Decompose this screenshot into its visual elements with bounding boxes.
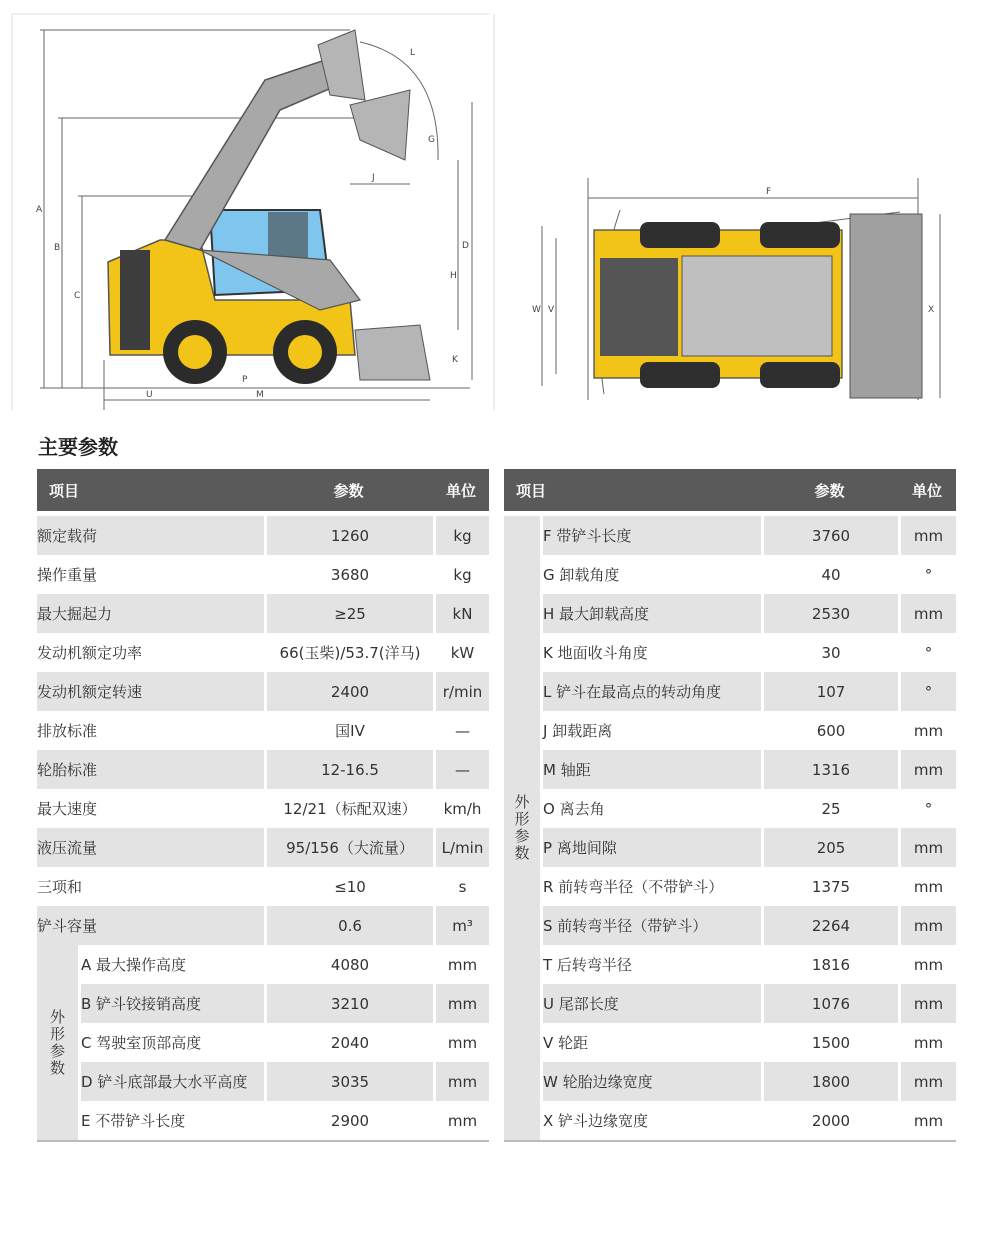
- table-bottom-rule: [504, 1140, 956, 1142]
- spec-value: 2264: [761, 906, 898, 945]
- dims-group-char: 数: [49, 1058, 65, 1077]
- spec-name: F 带铲斗长度: [540, 516, 761, 555]
- spec-table-left: [37, 469, 489, 1140]
- dim-label-b: B: [54, 243, 61, 253]
- header-unit: 单位: [898, 469, 956, 511]
- spec-unit: —: [433, 711, 489, 750]
- spec-value: 3210: [264, 984, 433, 1023]
- table-row: [37, 555, 489, 594]
- spec-unit: mm: [898, 945, 956, 984]
- table-row: [37, 828, 489, 867]
- dim-label-w: W: [532, 305, 541, 315]
- spec-name: M 轴距: [540, 750, 761, 789]
- table-row: [37, 867, 489, 906]
- spec-value: 2400: [264, 672, 433, 711]
- dim-label-f: F: [766, 187, 772, 197]
- spec-unit: °: [898, 633, 956, 672]
- dim-label-m: M: [256, 390, 264, 400]
- spec-name: P 离地间隙: [540, 828, 761, 867]
- spec-value: 12/21（标配双速）: [264, 789, 433, 828]
- spec-name: V 轮距: [540, 1023, 761, 1062]
- spec-name: 排放标准: [37, 722, 98, 740]
- table-row: [37, 1023, 489, 1062]
- top-view-diagram: [532, 178, 940, 400]
- spec-value: 66(玉柴)/53.7(洋马): [264, 633, 433, 672]
- spec-name: U 尾部长度: [540, 984, 761, 1023]
- spec-name: 额定载荷: [37, 516, 264, 555]
- spec-unit: L/min: [433, 828, 489, 867]
- table-row: [37, 984, 489, 1023]
- table-row: [504, 711, 956, 750]
- spec-name: 三项和: [37, 878, 83, 896]
- spec-value: 3035: [264, 1062, 433, 1101]
- table-row: [504, 789, 956, 828]
- dim-label-a: A: [36, 205, 43, 215]
- table-row: [37, 633, 489, 672]
- spec-value: 1816: [761, 945, 898, 984]
- spec-unit: mm: [898, 516, 956, 555]
- table-row: [504, 594, 956, 633]
- spec-name: 铲斗容量: [37, 906, 264, 945]
- spec-unit: m³: [433, 906, 489, 945]
- spec-unit: mm: [433, 1023, 489, 1062]
- spec-unit: mm: [898, 750, 956, 789]
- spec-name: D 铲斗底部最大水平高度: [78, 1062, 264, 1101]
- spec-unit: °: [898, 789, 956, 828]
- table-row: [37, 1062, 489, 1101]
- table-row: [504, 672, 956, 711]
- spec-name: G 卸载角度: [540, 555, 761, 594]
- spec-unit: r/min: [433, 672, 489, 711]
- header-param: 参数: [761, 469, 898, 511]
- table-row: [504, 945, 956, 984]
- table-row: [504, 1101, 956, 1140]
- spec-unit: kN: [433, 594, 489, 633]
- spec-name: B 铲斗铰接销高度: [78, 984, 264, 1023]
- table-row: [504, 1062, 956, 1101]
- spec-name: 液压流量: [37, 828, 264, 867]
- dim-label-h: H: [450, 271, 457, 281]
- spec-value: 95/156（大流量）: [264, 828, 433, 867]
- spec-name: X 铲斗边缘宽度: [540, 1101, 761, 1140]
- spec-name: A 最大操作高度: [78, 945, 264, 984]
- spec-value: 12-16.5: [264, 750, 433, 789]
- spec-name: C 驾驶室顶部高度: [78, 1023, 264, 1062]
- table-header: [504, 469, 956, 511]
- header-param: 参数: [264, 469, 433, 511]
- header-item: 项目: [37, 469, 264, 511]
- dim-label-v: V: [548, 305, 555, 315]
- dim-label-g: G: [428, 135, 435, 145]
- spec-value: 0.6: [264, 906, 433, 945]
- spec-value: 1260: [264, 516, 433, 555]
- table-row: [37, 906, 489, 945]
- spec-value: 107: [761, 672, 898, 711]
- dim-label-k: K: [452, 355, 458, 365]
- dims-group-char: 数: [514, 844, 530, 862]
- spec-value: 1500: [761, 1023, 898, 1062]
- dims-group-char: 参: [514, 827, 530, 845]
- spec-value: 25: [761, 789, 898, 828]
- spec-name: W 轮胎边缘宽度: [540, 1062, 761, 1101]
- spec-unit: mm: [898, 867, 956, 906]
- spec-value: 2530: [761, 594, 898, 633]
- spec-value: 4080: [264, 945, 433, 984]
- spec-unit: kg: [433, 516, 489, 555]
- spec-value: 2000: [761, 1101, 898, 1140]
- table-row: [504, 750, 956, 789]
- spec-value: 40: [761, 555, 898, 594]
- spec-unit: mm: [898, 984, 956, 1023]
- spec-value: 1076: [761, 984, 898, 1023]
- spec-value: ≤10: [264, 867, 433, 906]
- table-row: [504, 828, 956, 867]
- spec-unit: mm: [433, 984, 489, 1023]
- side-view-diagram: [12, 14, 494, 410]
- spec-unit: mm: [898, 594, 956, 633]
- machine-dimension-diagrams: [0, 0, 1000, 420]
- spec-value: 3760: [761, 516, 898, 555]
- spec-name: 发动机额定功率: [37, 644, 143, 662]
- dims-group-char: 外: [514, 793, 530, 811]
- spec-name: K 地面收斗角度: [540, 633, 761, 672]
- table-row: [37, 672, 489, 711]
- dim-label-l: L: [410, 48, 416, 58]
- spec-name: J 卸载距离: [540, 711, 761, 750]
- table-row: [37, 516, 489, 555]
- header-item: 项目: [504, 469, 761, 511]
- spec-name: E 不带铲斗长度: [78, 1101, 264, 1140]
- dims-group-char: 外: [49, 1007, 65, 1026]
- table-row: [504, 633, 956, 672]
- dim-label-c: C: [74, 291, 81, 301]
- table-row: [37, 789, 489, 828]
- spec-value: 600: [761, 711, 898, 750]
- table-row: [37, 945, 489, 984]
- spec-unit: mm: [898, 906, 956, 945]
- dim-label-x: X: [928, 305, 935, 315]
- spec-name: T 后转弯半径: [540, 945, 761, 984]
- dims-group-label: [37, 945, 78, 1140]
- dim-label-j: J: [372, 173, 375, 183]
- dim-label-u: U: [146, 390, 153, 400]
- dims-group-char: 形: [49, 1024, 65, 1043]
- table-row: [504, 555, 956, 594]
- spec-name: 最大掘起力: [37, 594, 264, 633]
- spec-unit: mm: [898, 711, 956, 750]
- spec-table-right: [504, 469, 956, 1140]
- spec-name: R 前转弯半径（不带铲斗）: [540, 867, 761, 906]
- dim-label-d: D: [462, 241, 469, 251]
- spec-value: 3680: [264, 555, 433, 594]
- spec-value: 1375: [761, 867, 898, 906]
- table-row: [504, 906, 956, 945]
- spec-unit: —: [433, 750, 489, 789]
- table-row: [504, 984, 956, 1023]
- spec-value: ≥25: [264, 594, 433, 633]
- spec-unit: mm: [898, 1062, 956, 1101]
- dim-label-p: P: [242, 375, 248, 385]
- spec-unit: km/h: [433, 789, 489, 828]
- spec-unit: °: [898, 672, 956, 711]
- spec-unit: mm: [433, 1101, 489, 1140]
- spec-unit: mm: [898, 1023, 956, 1062]
- dims-group-char: 形: [514, 810, 530, 828]
- table-bottom-rule: [37, 1140, 489, 1142]
- spec-name: 操作重量: [37, 566, 98, 584]
- table-row: [37, 750, 489, 789]
- spec-value: 30: [761, 633, 898, 672]
- table-row: [504, 516, 956, 555]
- spec-unit: mm: [898, 1101, 956, 1140]
- spec-unit: mm: [898, 828, 956, 867]
- spec-unit: s: [433, 867, 489, 906]
- spec-name: 轮胎标准: [37, 750, 264, 789]
- table-row: [37, 594, 489, 633]
- spec-unit: kg: [433, 555, 489, 594]
- section-title: 主要参数: [38, 435, 118, 459]
- spec-value: 2900: [264, 1101, 433, 1140]
- table-row: [504, 867, 956, 906]
- spec-name: O 离去角: [540, 789, 761, 828]
- spec-unit: mm: [433, 1062, 489, 1101]
- header-unit: 单位: [433, 469, 489, 511]
- spec-unit: °: [898, 555, 956, 594]
- spec-unit: kW: [433, 633, 489, 672]
- dims-group-label: [504, 516, 540, 1140]
- spec-name: S 前转弯半径（带铲斗）: [540, 906, 761, 945]
- table-row: [37, 1101, 489, 1140]
- spec-unit: mm: [433, 945, 489, 984]
- spec-name: H 最大卸载高度: [540, 594, 761, 633]
- spec-value: 国IV: [264, 711, 433, 750]
- spec-value: 2040: [264, 1023, 433, 1062]
- table-header: [37, 469, 489, 511]
- table-row: [504, 1023, 956, 1062]
- table-row: [37, 711, 489, 750]
- spec-name: 发动机额定转速: [37, 672, 264, 711]
- dims-group-char: 参: [49, 1041, 65, 1060]
- spec-value: 1800: [761, 1062, 898, 1101]
- spec-value: 1316: [761, 750, 898, 789]
- spec-name: 最大速度: [37, 800, 98, 818]
- spec-name: L 铲斗在最高点的转动角度: [540, 672, 761, 711]
- spec-value: 205: [761, 828, 898, 867]
